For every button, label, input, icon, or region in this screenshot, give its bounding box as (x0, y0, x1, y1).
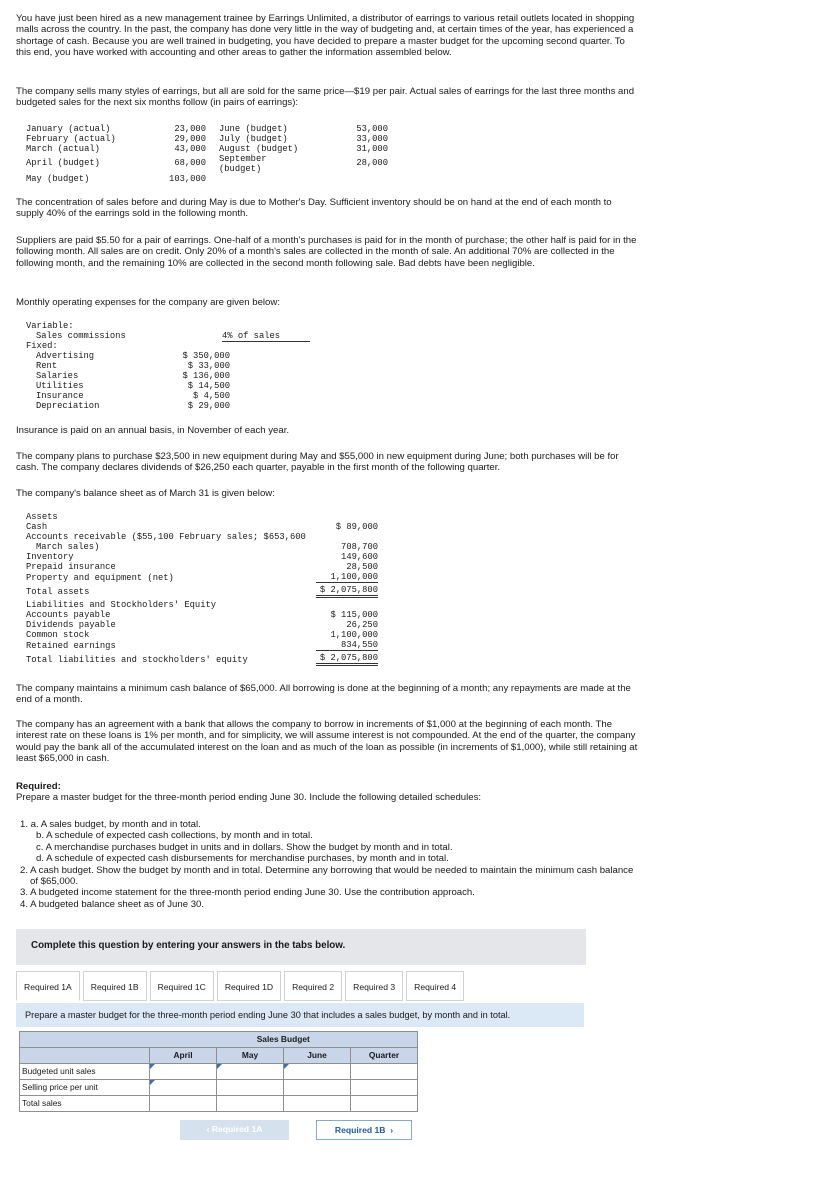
input-quarter-unit-sales[interactable] (351, 1064, 418, 1080)
tab-required-1b[interactable]: Required 1B (83, 971, 147, 1001)
retained-earnings-label: Retained earnings (26, 641, 116, 651)
required-list (20, 819, 636, 910)
sales-value-mar: 43,000 (174, 144, 206, 154)
input-june-total[interactable] (284, 1096, 351, 1112)
required-item-1c: c. A merchandise purchases budget in units and in dollars. Show the budget by month and in total. (36, 841, 453, 853)
input-april-total-field[interactable] (150, 1096, 216, 1111)
sales-label-feb: February (actual) (26, 134, 116, 144)
ap-label: Accounts payable (26, 610, 111, 620)
row-label-selling-price: Selling price per unit (20, 1080, 150, 1096)
previous-button-label: Required 1A (211, 1124, 263, 1134)
common-stock-value: 1,100,000 (330, 630, 378, 640)
cash-value: $ 89,000 (335, 522, 378, 532)
depreciation-label: Depreciation (36, 401, 100, 411)
total-le-label: Total liabilities and stockholders' equity (26, 655, 248, 665)
input-may-price[interactable] (217, 1080, 284, 1096)
column-header-may: May (217, 1048, 284, 1064)
input-april-unit-sales[interactable] (150, 1064, 217, 1080)
paragraph-4: Suppliers are paid $5.50 for a pair of earrings. One-half of a month's purchases is paid for in the month of purchase; the other half is paid for in the following month. All sales are on credit. Only 20% of a month's sales are collected in the month of sale. An additional 70% are collected in the following month, and the remaining 10% are collected in the second month following sale. Bad debts have been negligible. (16, 235, 637, 269)
sales-commissions-value: 4% of sales (222, 331, 310, 342)
advertising-value: $ 350,000 (182, 351, 230, 361)
table-row (20, 1080, 418, 1096)
tab-required-2[interactable]: Required 2 (284, 971, 342, 1001)
ar-value: 708,700 (341, 542, 378, 552)
paragraph-8: The company's balance sheet as of March 31 is given below: (16, 488, 275, 499)
paragraph-5: Monthly operating expenses for the company are given below: (16, 297, 280, 308)
prepaid-insurance-label: Prepaid insurance (26, 562, 116, 572)
required-heading: Required: (16, 781, 61, 792)
required-text: Prepare a master budget for the three-month period ending June 30. Include the following detailed schedules: (16, 792, 482, 804)
input-june-price[interactable] (284, 1080, 351, 1096)
dividends-label: Dividends payable (26, 620, 116, 630)
tab-required-4[interactable]: Required 4 (406, 971, 464, 1001)
sales-label-aug: August (budget) (219, 144, 299, 154)
tab-required-1c[interactable]: Required 1C (150, 971, 214, 1001)
paragraph-9: The company maintains a minimum cash balance of $65,000. All borrowing is done at the beginning of a month; any repayments are made at the end of a month. (16, 683, 631, 706)
cash-label: Cash (26, 522, 48, 532)
sales-label-jul: July (budget) (219, 134, 288, 144)
input-june-unit-sales-field[interactable] (284, 1064, 350, 1079)
required-item-3: 3. A budgeted income statement for the three-month period ending June 30. Use the contribution approach. (20, 887, 475, 899)
table-row (20, 1096, 418, 1112)
prepaid-insurance-value: 28,500 (346, 562, 378, 572)
sales-budget-title: Sales Budget (150, 1032, 418, 1048)
sales-label-jun: June (budget) (219, 124, 288, 134)
row-label-total-sales: Total sales (20, 1096, 150, 1112)
input-quarter-unit-sales-field[interactable] (351, 1064, 417, 1079)
sales-value-jul: 33,000 (356, 134, 388, 144)
input-april-total[interactable] (150, 1096, 217, 1112)
inventory-value: 149,600 (341, 552, 378, 562)
total-le-value: $ 2,075,800 (316, 653, 378, 666)
sales-label-apr: April (budget) (26, 158, 100, 168)
ar-label: Accounts receivable ($55,100 February sales; $653,600 (26, 532, 306, 542)
input-june-unit-sales[interactable] (284, 1064, 351, 1080)
insurance-label: Insurance (36, 391, 84, 401)
requirement-tabs (16, 971, 467, 1001)
input-quarter-price-field[interactable] (351, 1080, 417, 1095)
column-header-june: June (284, 1048, 351, 1064)
input-may-unit-sales-field[interactable] (217, 1064, 283, 1079)
ap-value: $ 115,000 (330, 610, 378, 620)
rent-label: Rent (36, 361, 58, 371)
sales-budget-header-blank (20, 1048, 150, 1064)
required-item-2: 2. A cash budget. Show the budget by month and in total. Determine any borrowing that would be needed to maintain the minimum cash balance of $65,000. (20, 864, 634, 888)
instructions-banner: Complete this question by entering your answers in the tabs below. (16, 929, 586, 965)
salaries-value: $ 136,000 (182, 371, 230, 381)
tab-required-3[interactable]: Required 3 (345, 971, 403, 1001)
input-april-price[interactable] (150, 1080, 217, 1096)
common-stock-label: Common stock (26, 630, 90, 640)
intro-paragraph-2: The company sells many styles of earrings, but all are sold for the same price—$19 per pair. Actual sales of earrings for the last three months and budgeted sales for the next six months follow (in pairs of earrings): (16, 86, 635, 109)
paragraph-10: The company has an agreement with a bank that allows the company to borrow in increments of $1,000 at the beginning of each month. The interest rate on these loans is 1% per month, and for simplicity, we will assume interest is not compounded. At the end of the quarter, the company would pay the bank all of the accumulated interest on the loan and as much of the loan as possible (in increments of $1,000), while still retaining at least $65,000 in cash. (16, 719, 638, 765)
ar-label-2: March sales) (36, 542, 100, 552)
salaries-label: Salaries (36, 371, 79, 381)
sales-value-jan: 23,000 (174, 124, 206, 134)
intro-paragraph-1: You have just been hired as a new management trainee by Earrings Unlimited, a distributor of earrings to various retail outlets located in shopping malls across the country. In the past, the company has done very little in the way of budgeting and, at certain times of the year, has experienced a shortage of cash. Because you are well trained in budgeting, you have decided to prepare a master budget for the upcoming second quarter. To this end, you have worked with accounting and other areas to gather the information assembled below. (16, 13, 635, 59)
retained-earnings-value: 834,550 (316, 640, 378, 651)
utilities-value: $ 14,500 (187, 381, 230, 391)
sales-value-feb: 29,000 (174, 134, 206, 144)
required-item-1a: 1. a. A sales budget, by month and in total. (20, 819, 201, 830)
tab-required-1a[interactable]: Required 1A (16, 971, 80, 1001)
paragraph-6: Insurance is paid on an annual basis, in November of each year. (16, 425, 290, 436)
total-assets-value: $ 2,075,800 (316, 585, 378, 598)
required-item-1b: b. A schedule of expected cash collections, by month and in total. (36, 830, 313, 842)
required-item-1d: d. A schedule of expected cash disbursements for merchandise purchases, by month and in total. (36, 853, 449, 865)
sales-budget-corner (20, 1032, 150, 1048)
tab-instruction: Prepare a master budget for the three-month period ending June 30 that includes a sales budget, by month and in total. (16, 1003, 584, 1027)
depreciation-value: $ 29,000 (187, 401, 230, 411)
total-assets-label: Total assets (26, 587, 90, 597)
ppe-label: Property and equipment (net) (26, 573, 174, 583)
input-quarter-price[interactable] (351, 1080, 418, 1096)
input-quarter-total-field[interactable] (351, 1096, 417, 1111)
input-may-price-field[interactable] (217, 1080, 283, 1095)
inventory-label: Inventory (26, 552, 74, 562)
sales-value-may: 103,000 (169, 174, 206, 184)
sales-label-mar: March (actual) (26, 144, 100, 154)
sales-value-apr: 68,000 (174, 158, 206, 168)
sales-label-jan: January (actual) (26, 124, 111, 134)
advertising-label: Advertising (36, 351, 95, 361)
sales-label-sep: September (219, 154, 267, 164)
liabilities-label: Liabilities and Stockholders' Equity (26, 600, 217, 610)
previous-button[interactable] (180, 1120, 289, 1140)
variable-label: Variable: (26, 321, 74, 331)
input-may-total[interactable] (217, 1096, 284, 1112)
ppe-value: 1,100,000 (316, 572, 378, 583)
chevron-right-icon: › (385, 1125, 394, 1135)
sales-commissions-label: Sales commissions (36, 331, 126, 341)
assets-label: Assets (26, 512, 58, 522)
sales-budget-table (19, 1031, 418, 1112)
tab-required-1d[interactable]: Required 1D (217, 971, 281, 1001)
input-quarter-total[interactable] (351, 1096, 418, 1112)
paragraph-3: The concentration of sales before and during May is due to Mother's Day. Sufficient inventory should be on hand at the end of each month to supply 40% of the earrings sold in the following month. (16, 197, 612, 220)
next-button[interactable] (316, 1120, 412, 1140)
insurance-value: $ 4,500 (193, 391, 230, 401)
dividends-value: 26,250 (346, 620, 378, 630)
required-item-4: 4. A budgeted balance sheet as of June 30. (20, 898, 205, 910)
column-header-quarter: Quarter (351, 1048, 418, 1064)
input-may-total-field[interactable] (217, 1096, 283, 1111)
input-april-price-field[interactable] (150, 1080, 216, 1095)
sales-value-jun: 53,000 (356, 124, 388, 134)
paragraph-7: The company plans to purchase $23,500 in new equipment during May and $55,000 in new equipment during June; both purchases will be for cash. The company declares dividends of $26,250 each quarter, payable in the first month of the following quarter. (16, 451, 619, 474)
column-header-april: April (150, 1048, 217, 1064)
chevron-left-icon: ‹ (206, 1124, 212, 1134)
input-may-unit-sales[interactable] (217, 1064, 284, 1080)
input-april-unit-sales-field[interactable] (150, 1064, 216, 1079)
required-section (16, 781, 638, 804)
input-june-price-field[interactable] (284, 1080, 350, 1095)
rent-value: $ 33,000 (187, 361, 230, 371)
fixed-label: Fixed: (26, 341, 58, 351)
sales-value-sep: 28,000 (356, 158, 388, 168)
sales-label-may: May (budget) (26, 174, 90, 184)
sales-value-aug: 31,000 (356, 144, 388, 154)
next-button-label: Required 1B (334, 1125, 386, 1135)
utilities-label: Utilities (36, 381, 84, 391)
table-row (20, 1064, 418, 1080)
sales-label-sep-2: (budget) (219, 164, 262, 174)
row-label-budgeted-unit-sales: Budgeted unit sales (20, 1064, 150, 1080)
input-june-total-field[interactable] (284, 1096, 350, 1111)
